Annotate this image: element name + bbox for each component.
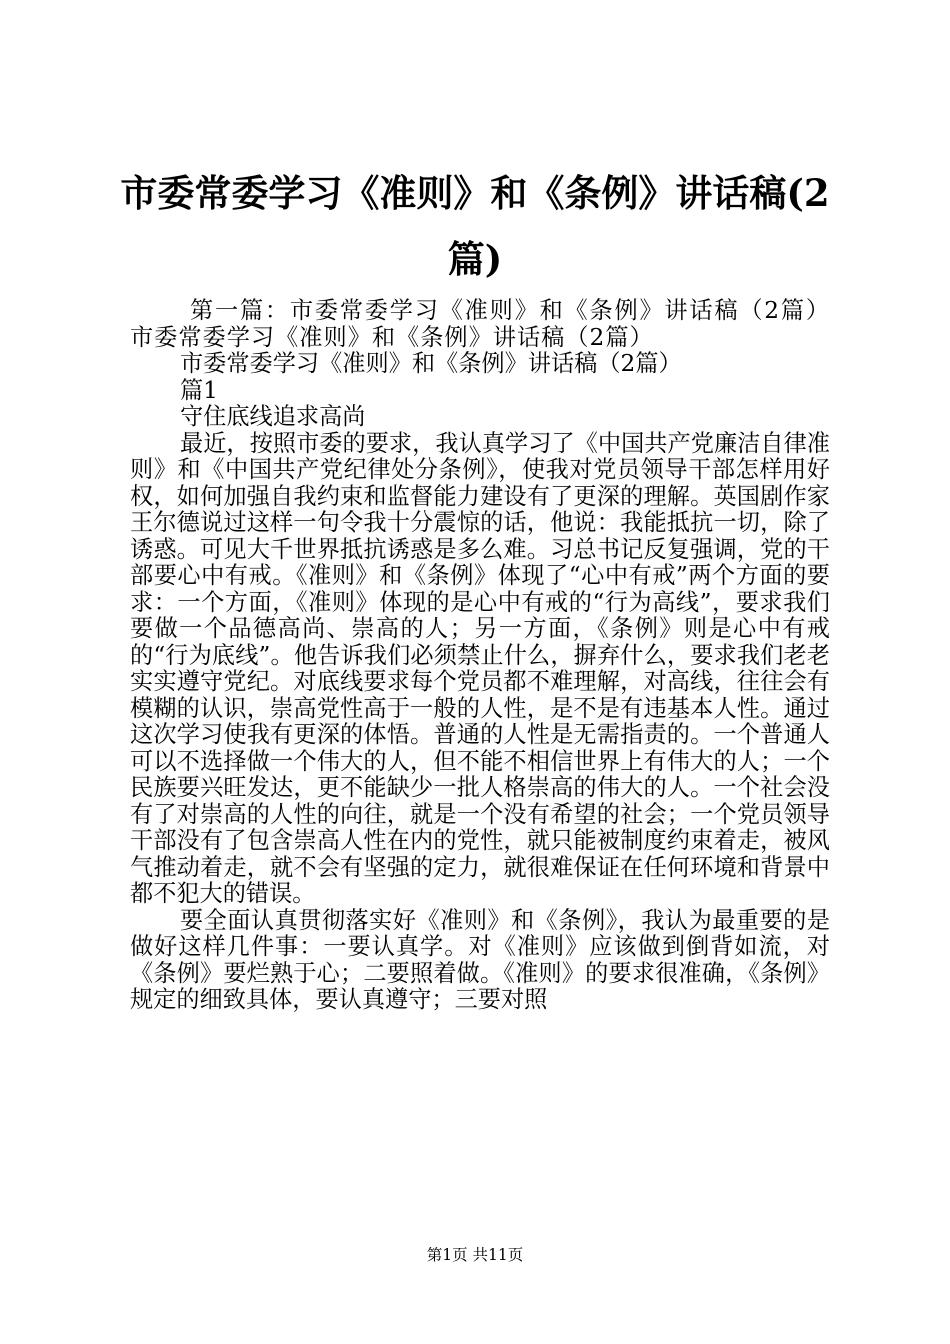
paragraph-subtitle: 市委常委学习《准则》和《条例》讲话稿（2篇） [180,350,682,377]
document-title: 市委常委学习《准则》和《条例》讲话稿(2篇) [120,171,830,281]
document-body [130,298,830,1014]
paragraph-heading: 守住底线追求高尚 [180,403,366,430]
paragraph-section-label: 篇1 [180,376,218,404]
paragraph-body: 要全面认真贯彻落实好《准则》和《条例》，我认为最重要的是做好这样几件事：一要认真学。对《准则》应该做到倒背如流，对《条例》要烂熟于心；二要照着做。《准则》的要求很准确，《条例》规定的细致具体，要认真遵守；三要对照 [130,906,830,1013]
page-number: 第1页 共11页 [426,1246,524,1264]
paragraph-body: 最近，按照市委的要求，我认真学习了《中国共产党廉洁自律准则》和《中国共产党纪律处分条例》，使我对党员领导干部怎样用好权，如何加强自我约束和监督能力建设有了更深的理解。英国剧作家王尔德说过这样一句令我十分震惊的话，他说：我能抵抗一切，除了诱惑。可见大千世界抵抗诱惑是多么难。习总书记反复强调，党的干部要心中有戒。《准则》和《条例》体现了“心中有戒”两个方面的要求：一个方面，《准则》体现的是心中有戒的“行为高线”，要求我们要做一个品德高尚、崇高的人；另一方面，《条例》则是心中有戒的“行为底线”。他告诉我们必须禁止什么，摒弃什么，要求我们老老实实遵守党纪。对底线要求每个党员都不难理解，对高线，往往会有模糊的认识，崇高党性高于一般的人性，是不是有违基本人性。通过这次学习使我有更深的体悟。普通的人性是无需指责的。一个普通人可以不选择做一个伟大的人，但不能不相信世界上有伟大的人；一个民族要兴旺发达，更不能缺少一批人格崇高的伟大的人。一个社会没有了对崇高的人性的向往，就是一个没有希望的社会；一个党员领导干部没有了包含崇高人性在内的党性，就只能被制度约束着走，被风气推动着走，就不会有坚强的定力，就很难保证在任何环境和背景中都不犯大的错误。 [130,429,830,907]
paragraph-intro: 第一篇：市委常委学习《准则》和《条例》讲话稿（2篇）市委常委学习《准则》和《条例》讲话稿（2篇） [130,297,830,351]
